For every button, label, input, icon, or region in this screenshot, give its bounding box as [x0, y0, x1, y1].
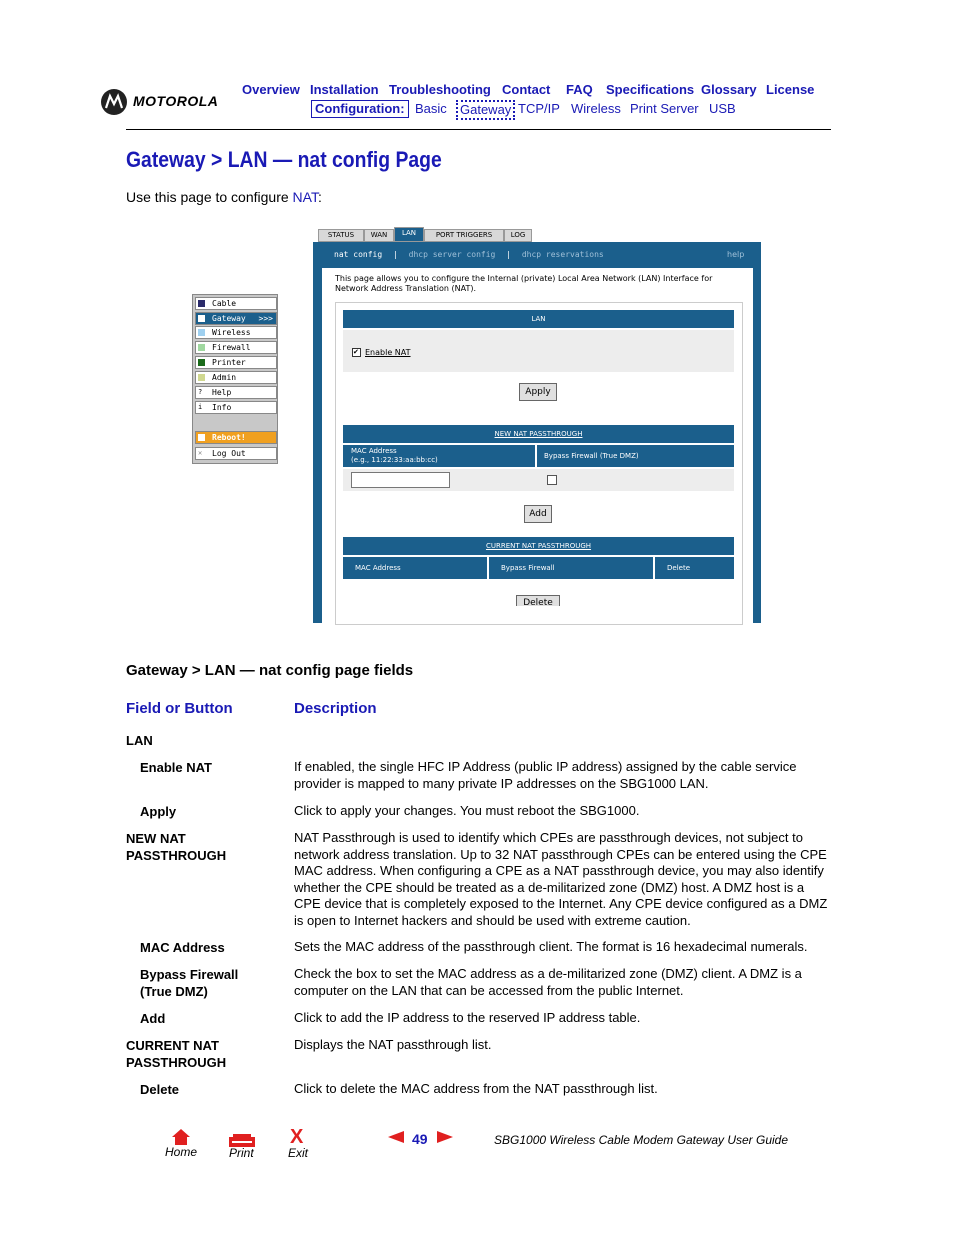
tab-status[interactable]: STATUS [318, 229, 364, 242]
cable-icon [198, 300, 205, 307]
gateway-marker: >>> [258, 314, 273, 323]
mac-label: MAC Address [351, 447, 397, 455]
header-divider [126, 129, 831, 130]
sidebar-item-printer[interactable]: Printer [195, 356, 277, 369]
field-desc-apply: Click to apply your changes. You must reboot the SBG1000. [294, 803, 640, 818]
router-sidebar [192, 294, 278, 464]
col-header-field: Field or Button [126, 700, 233, 717]
field-name-bypass-firewall: Bypass Firewall (True DMZ) [140, 967, 239, 999]
subnav-gateway[interactable]: Gateway [456, 100, 515, 120]
field-desc-add: Click to add the IP address to the reserved IP address table. [294, 1010, 641, 1025]
tab-wan[interactable]: WAN [364, 229, 394, 242]
info-icon: i [198, 403, 203, 411]
field-desc-bypass-firewall: Check the box to set the MAC address as a de-militarized zone (DMZ) client. A DMZ is a computer on the LAN that can be accessed from the public Internet. [294, 966, 802, 998]
prev-page-icon[interactable] [388, 1131, 404, 1143]
cur-col-bypass: Bypass Firewall [489, 557, 653, 579]
lan-header: LAN [343, 310, 734, 328]
sidebar-item-cable[interactable]: Cable [195, 297, 277, 310]
field-name-apply: Apply [140, 804, 177, 819]
mac-address-input[interactable] [351, 472, 450, 488]
field-desc-delete: Click to delete the MAC address from the NAT passthrough list. [294, 1081, 658, 1096]
field-desc-mac-address: Sets the MAC address of the passthrough client. The format is 16 hexadecimal numerals. [294, 939, 808, 954]
field-name-new-nat: NEW NAT PASSTHROUGH [126, 831, 227, 863]
nav-glossary[interactable]: Glossary [701, 82, 757, 97]
page-number: 49 [412, 1131, 428, 1147]
bypass-column: Bypass Firewall (True DMZ) [537, 445, 734, 467]
field-desc-enable-nat: If enabled, the single HFC IP Address (public IP address) assigned by the cable service provider is mapped to many private IP addresses on the SBG1000 LAN. [294, 759, 797, 791]
enable-nat-checkbox[interactable]: ✔ [352, 348, 361, 357]
mac-example: (e.g., 11:22:33:aa:bb:cc) [351, 456, 438, 464]
home-label[interactable]: Home [165, 1145, 198, 1159]
tab-port-triggers[interactable]: PORT TRIGGERS [424, 229, 504, 242]
subtab-dhcp-server-config[interactable]: dhcp server config [408, 250, 496, 259]
intro-text [126, 189, 322, 205]
router-subtabs: nat config | dhcp server config | dhcp reservations [334, 250, 604, 259]
subtab-nat-config[interactable]: nat config [334, 250, 383, 259]
intro-suffix: : [317, 189, 322, 205]
nav-troubleshooting[interactable]: Troubleshooting [389, 82, 491, 97]
current-nat-header: CURRENT NAT PASSTHROUGH [343, 537, 734, 555]
home-icon [171, 1128, 191, 1146]
sidebar-item-logout[interactable]: ✕ Log Out [195, 447, 277, 460]
field-name-current-nat: CURRENT NAT PASSTHROUGH [126, 1038, 227, 1070]
guide-title: SBG1000 Wireless Cable Modem Gateway User Guide [494, 1133, 789, 1147]
nav-overview[interactable]: Overview [242, 82, 300, 97]
router-panel [335, 302, 743, 625]
field-name-add: Add [140, 1011, 166, 1026]
motorola-logo-icon [101, 89, 127, 115]
intro-prefix: Use this page to configure [126, 189, 293, 205]
sidebar-item-help[interactable]: ? Help [195, 386, 277, 399]
bypass-firewall-checkbox[interactable] [547, 475, 557, 485]
subnav-tcpip[interactable]: TCP/IP [518, 101, 560, 116]
exit-icon[interactable]: X [290, 1126, 304, 1148]
subnav-wireless[interactable]: Wireless [571, 101, 621, 116]
field-name-mac-address: MAC Address [140, 940, 225, 955]
tab-lan[interactable]: LAN [394, 227, 424, 242]
subnav-print-server[interactable]: Print Server [630, 101, 699, 116]
subnav-basic[interactable]: Basic [415, 101, 447, 116]
next-page-icon[interactable] [437, 1131, 453, 1143]
printer-icon [198, 359, 205, 366]
field-desc-new-nat: NAT Passthrough is used to identify which CPEs are passthrough devices, not subject to network address translation. Up to 32 NAT passthrough CPEs can be entered using the CPE MAC address. When configuring a CPE as a NAT passthrough device, you may also identify whether the CPE should be treated as a de-militarized zone (DMZ) host. A DMZ host is a CPE device that is completely exposed to the Internet. Any CPE device configured as a DMZ is open to Internet hackers and should be used with extreme caution. [294, 830, 828, 928]
enable-nat-label: Enable NAT [365, 348, 411, 357]
delete-button[interactable]: Delete [516, 595, 560, 606]
mac-column [343, 445, 535, 467]
reboot-icon [198, 434, 205, 441]
sidebar-item-reboot[interactable]: Reboot! [195, 431, 277, 444]
wireless-icon [198, 329, 205, 336]
fields-section-title: Gateway > LAN — nat config page fields [126, 662, 414, 679]
router-help-link[interactable]: help [727, 250, 745, 259]
sidebar-item-gateway[interactable]: Gateway >>> [195, 312, 277, 325]
col-header-description: Description [294, 700, 377, 717]
nav-contact[interactable]: Contact [502, 82, 551, 97]
nav-license[interactable]: License [766, 82, 815, 97]
field-name-delete: Delete [140, 1082, 180, 1097]
page-title: Gateway > LAN — nat config Page [126, 147, 442, 172]
admin-icon [198, 374, 205, 381]
sidebar-item-firewall[interactable]: Firewall [195, 341, 277, 354]
nav-faq[interactable]: FAQ [566, 82, 593, 97]
field-desc-current-nat: Displays the NAT passthrough list. [294, 1037, 492, 1052]
cur-col-delete: Delete [655, 557, 734, 579]
firewall-icon [198, 344, 205, 351]
sidebar-item-admin[interactable]: Admin [195, 371, 277, 384]
nat-link[interactable]: NAT [292, 189, 318, 205]
config-label: Configuration: [311, 100, 409, 118]
help-icon: ? [198, 388, 203, 396]
new-nat-header: NEW NAT PASSTHROUGH [343, 425, 734, 443]
sidebar-item-wireless[interactable]: Wireless [195, 326, 277, 339]
logout-icon: ✕ [198, 449, 203, 457]
subtab-dhcp-reservations[interactable]: dhcp reservations [521, 250, 604, 259]
tab-log[interactable]: LOG [504, 229, 532, 242]
apply-button[interactable]: Apply [519, 383, 557, 401]
field-name-enable-nat: Enable NAT [140, 760, 212, 775]
gateway-icon [198, 315, 205, 322]
exit-label[interactable]: Exit [288, 1146, 309, 1160]
nav-specifications[interactable]: Specifications [606, 82, 695, 97]
field-name-lan: LAN [126, 733, 153, 748]
brand-name: MOTOROLA [133, 93, 219, 109]
cur-col-mac: MAC Address [343, 557, 487, 579]
router-intro: This page allows you to configure the Internal (private) Local Area Network (LAN) Interface for Network Address Translation (NAT). [335, 274, 713, 293]
nav-installation[interactable]: Installation [310, 82, 379, 97]
add-button[interactable]: Add [524, 505, 552, 523]
sidebar-item-info[interactable]: i Info [195, 401, 277, 414]
print-label[interactable]: Print [229, 1146, 254, 1160]
subnav-usb[interactable]: USB [709, 101, 736, 116]
